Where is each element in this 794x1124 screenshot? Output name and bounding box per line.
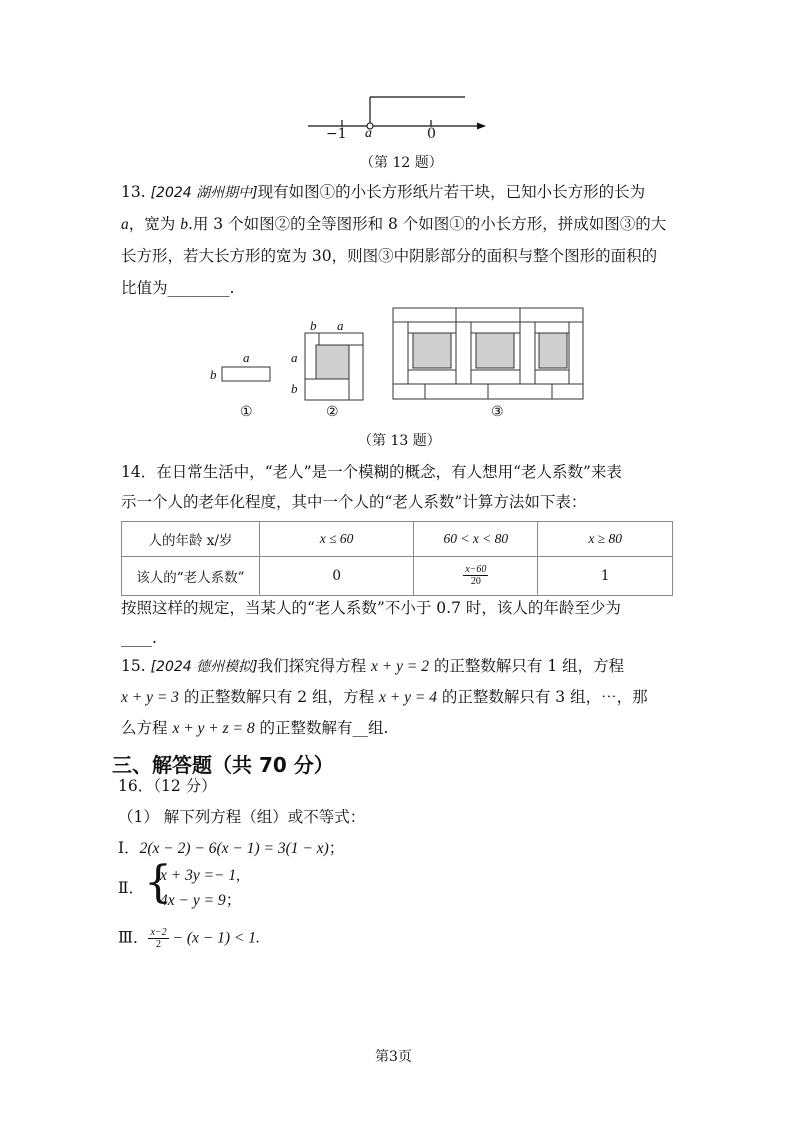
q13-line2: a，宽为 b.用 3 个如图②的全等图形和 8 个如图①的小长方形，拼成如图③的大 bbox=[121, 215, 667, 233]
svg-text:b: b bbox=[310, 318, 317, 333]
q16-part-ii-eq2: 4x − y = 9； bbox=[160, 891, 242, 909]
fig13-rect1 bbox=[210, 350, 270, 382]
q16-line1: 16．（12 分） bbox=[118, 777, 217, 795]
svg-text:b: b bbox=[291, 381, 298, 396]
svg-text:b: b bbox=[210, 367, 217, 382]
q14-line3: 按照这样的规定，当某人的“老人系数”不小于 0.7 时，该人的年龄至少为 bbox=[121, 599, 621, 617]
q15-line2: x + y = 3 的正整数解只有 2 组，方程 x + y = 4 的正整数解只有 3 组，⋯，那 bbox=[121, 688, 648, 706]
figure-13-caption: （第 13 题） bbox=[358, 433, 441, 449]
q13-line4: 比值为________. bbox=[121, 279, 235, 297]
tick-label-0: 0 bbox=[427, 126, 436, 142]
svg-text:a: a bbox=[291, 350, 298, 365]
fig13-caption-2: ② bbox=[326, 404, 339, 420]
table-row bbox=[122, 556, 673, 595]
svg-text:a: a bbox=[243, 350, 250, 365]
fig13-big-rectangle bbox=[393, 308, 583, 399]
page-number: 第3页 bbox=[375, 1049, 412, 1065]
q16-part-iii: Ⅲ． $\frac{x-2}{2}$ − (x − 1) < 1. bbox=[118, 927, 260, 950]
table-head-age: 人的年龄 x/岁 bbox=[122, 522, 260, 557]
q15-line1: 15. [2024 德州模拟]我们探究得方程 x + y = 2 的正整数解只有 1 组，方程 bbox=[121, 657, 625, 675]
q16-part-i: Ⅰ．2(x − 2) − 6(x − 1) = 3(1 − x)； bbox=[118, 839, 345, 857]
figure-13 bbox=[200, 300, 600, 430]
q16-line2: （1） 解下列方程（组）或不等式： bbox=[118, 808, 366, 826]
number-line-arrow bbox=[477, 123, 486, 130]
old-age-coefficient-table bbox=[121, 521, 673, 596]
fig13-caption-1: ① bbox=[240, 404, 253, 420]
q13-line3: 长方形，若大长方形的宽为 30，则图③中阴影部分的面积与整个图形的面积的 bbox=[121, 247, 658, 265]
table-head-coefficient: 该人的“老人系数” bbox=[122, 556, 260, 595]
tick-label-neg1: −1 bbox=[326, 126, 347, 142]
q13-line1: 13. [2024 湖州期中]现有如图①的小长方形纸片若干块，已知小长方形的长为 bbox=[121, 183, 646, 201]
q16-part-ii-label: Ⅱ． bbox=[118, 879, 145, 897]
section-heading: 三、解答题（共 70 分） bbox=[112, 753, 334, 777]
q15-line3: 么方程 x + y + z = 8 的正整数解有__组. bbox=[121, 719, 389, 737]
system-brace: { bbox=[144, 857, 172, 908]
q14-line4: ____. bbox=[121, 629, 157, 647]
figure-12-caption: （第 12 题） bbox=[360, 155, 443, 171]
table-cell: x ≥ 80 bbox=[538, 522, 673, 557]
table-row bbox=[122, 522, 673, 557]
fig13-pinwheel bbox=[291, 318, 363, 400]
table-cell: 1 bbox=[538, 556, 673, 595]
svg-text:a: a bbox=[337, 318, 344, 333]
q16-part-ii-eq1: x + 3y =− 1, bbox=[160, 867, 241, 884]
fig13-caption-3: ③ bbox=[491, 404, 504, 420]
tick-label-a: a bbox=[365, 126, 372, 141]
table-cell: x ≤ 60 bbox=[259, 522, 413, 557]
table-cell-fraction: $\frac{x-60}{20}$ bbox=[414, 556, 538, 595]
q14-line1: 14．在日常生活中，“老人”是一个模糊的概念，有人想用“老人系数”来表 bbox=[121, 463, 622, 481]
table-cell: 0 bbox=[259, 556, 413, 595]
q14-line2: 示一个人的老年化程度，其中一个人的“老人系数”计算方法如下表： bbox=[121, 493, 587, 511]
table-cell: 60 < x < 80 bbox=[414, 522, 538, 557]
